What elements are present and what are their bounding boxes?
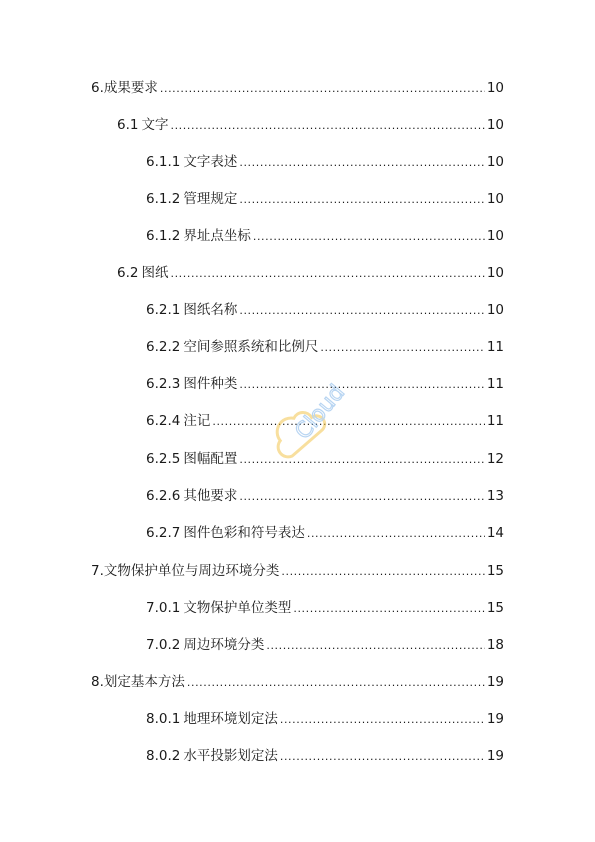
toc-title: 文物保护单位与周边环境分类 [103, 563, 280, 579]
toc-title: 注记 [183, 413, 211, 429]
toc-entry[interactable] [146, 374, 504, 394]
toc-dot-leader [253, 227, 485, 247]
toc-number: 6.2.1 [146, 302, 181, 318]
toc-dot-leader [280, 710, 485, 730]
toc-title: 图幅配置 [183, 451, 238, 467]
toc-number: 6.2.2 [146, 339, 181, 355]
toc-dot-leader [239, 153, 484, 173]
toc-dot-leader [320, 338, 484, 358]
toc-number: 8.0.2 [146, 748, 181, 764]
toc-page-number: 11 [486, 413, 504, 429]
toc-dot-leader [239, 450, 484, 470]
toc-entry[interactable] [146, 337, 504, 357]
toc-entry[interactable] [146, 523, 504, 543]
toc-page-number: 11 [486, 339, 504, 355]
toc-entry[interactable] [91, 78, 504, 98]
toc-title: 文字 [141, 117, 169, 133]
toc-dot-leader [212, 412, 484, 432]
toc-number: 8.0.1 [146, 711, 181, 727]
toc-number: 6. [91, 80, 104, 96]
toc-dot-leader [187, 673, 485, 693]
toc-number: 6.1.2 [146, 228, 181, 244]
toc-entry[interactable] [146, 449, 504, 469]
toc-number: 7.0.2 [146, 637, 181, 653]
toc-page-number: 10 [486, 117, 504, 133]
toc-title: 其他要求 [183, 488, 238, 504]
toc-entry[interactable] [146, 486, 504, 506]
toc-number: 7.0.1 [146, 600, 181, 616]
toc-page-number: 10 [486, 265, 504, 281]
toc-title: 水平投影划定法 [183, 748, 278, 764]
toc-number: 6.2 [117, 265, 139, 281]
toc-dot-leader [239, 301, 484, 321]
toc-dot-leader [239, 375, 484, 395]
toc-dot-leader [280, 747, 485, 767]
toc-page-number: 10 [486, 154, 504, 170]
toc-title: 成果要求 [103, 80, 158, 96]
toc-number: 6.1.1 [146, 154, 181, 170]
toc-entry[interactable] [146, 152, 504, 172]
toc-entry[interactable] [146, 411, 504, 431]
toc-entry[interactable] [146, 300, 504, 320]
toc-dot-leader [170, 116, 484, 136]
toc-title: 图纸 [141, 265, 169, 281]
toc-title: 地理环境划定法 [183, 711, 278, 727]
toc-page-number: 18 [486, 637, 504, 653]
toc-number: 6.2.4 [146, 413, 181, 429]
toc-number: 6.2.3 [146, 376, 181, 392]
toc-title: 空间参照系统和比例尺 [183, 339, 319, 355]
toc-dot-leader [266, 636, 484, 656]
toc-number: 6.2.7 [146, 525, 181, 541]
toc-title: 界址点坐标 [183, 228, 251, 244]
toc-entry[interactable] [146, 635, 504, 655]
toc-entry[interactable] [117, 115, 504, 135]
toc-title: 划定基本方法 [103, 674, 185, 690]
toc-dot-leader [239, 190, 484, 210]
toc-entry[interactable] [91, 672, 504, 692]
toc-title: 图件种类 [183, 376, 238, 392]
toc-page-number: 19 [486, 748, 504, 764]
toc-page-number: 19 [486, 674, 504, 690]
toc-number: 6.2.6 [146, 488, 181, 504]
toc-dot-leader [293, 599, 484, 619]
toc-page-number: 10 [486, 191, 504, 207]
toc-page-number: 19 [486, 711, 504, 727]
toc-entry[interactable] [117, 263, 504, 283]
toc-page-number: 14 [486, 525, 504, 541]
svg-text:Cloud: Cloud [290, 380, 351, 445]
toc-page-number: 15 [486, 563, 504, 579]
toc-title: 图纸名称 [183, 302, 238, 318]
toc-dot-leader [239, 487, 484, 507]
toc-title: 管理规定 [183, 191, 238, 207]
toc-page-number: 11 [486, 376, 504, 392]
toc-entry[interactable] [146, 226, 504, 246]
toc-page-number: 10 [486, 80, 504, 96]
toc-entry[interactable] [146, 709, 504, 729]
toc-dot-leader [281, 562, 484, 582]
toc-title: 图件色彩和符号表达 [183, 525, 305, 541]
toc-page-number: 12 [486, 451, 504, 467]
toc-entry[interactable] [91, 561, 504, 581]
toc-number: 6.2.5 [146, 451, 181, 467]
toc-entry[interactable] [146, 746, 504, 766]
toc-entry[interactable] [146, 598, 504, 618]
toc-number: 6.1.2 [146, 191, 181, 207]
toc-title: 周边环境分类 [183, 637, 265, 653]
toc-dot-leader [170, 264, 484, 284]
toc-page-number: 10 [486, 302, 504, 318]
toc-page-number: 10 [486, 228, 504, 244]
toc-dot-leader [307, 524, 485, 544]
toc-page-number: 13 [486, 488, 504, 504]
toc-title: 文字表述 [183, 154, 238, 170]
toc-title: 文物保护单位类型 [183, 600, 292, 616]
toc-number: 8. [91, 674, 104, 690]
toc-entry[interactable] [146, 189, 504, 209]
toc-dot-leader [160, 79, 485, 99]
toc-number: 6.1 [117, 117, 139, 133]
toc-number: 7. [91, 563, 104, 579]
toc-page-number: 15 [486, 600, 504, 616]
